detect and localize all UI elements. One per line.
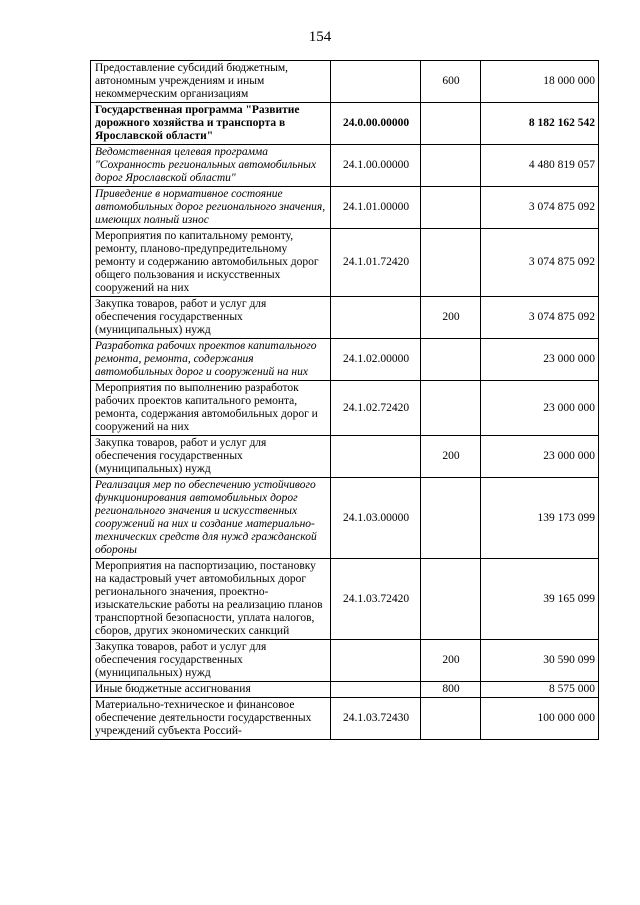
table-row: [91, 61, 599, 103]
row-expense-type-cell: [421, 103, 481, 145]
row-name-cell: Приведение в нормативное состояние автомобильных дорог регионального значения, имеющих полный износ: [91, 187, 331, 229]
table-row: [91, 698, 599, 740]
row-code-cell: [331, 297, 421, 339]
row-name-cell: Предоставление субсидий бюджетным, автономным учреждениям и иным некоммерческим организациям: [91, 61, 331, 103]
row-name-cell: Мероприятия по капитальному ремонту, ремонту, планово-предупредительному ремонту и содержанию автомобильных дорог общего пользования и искусственных сооружений на них: [91, 229, 331, 297]
row-amount-cell: 100 000 000: [481, 698, 599, 740]
row-expense-type-cell: 600: [421, 61, 481, 103]
row-amount-cell: 39 165 099: [481, 559, 599, 640]
row-amount-cell: 3 074 875 092: [481, 187, 599, 229]
row-expense-type-cell: 200: [421, 640, 481, 682]
row-code-cell: [331, 640, 421, 682]
row-name-cell: Ведомственная целевая программа "Сохранность региональных автомобильных дорог Ярославской области": [91, 145, 331, 187]
table-row: [91, 297, 599, 339]
row-code-cell: 24.1.02.00000: [331, 339, 421, 381]
table-row: [91, 640, 599, 682]
table-row: [91, 339, 599, 381]
row-amount-cell: 3 074 875 092: [481, 297, 599, 339]
table-row: [91, 381, 599, 436]
row-name-cell: Материально-техническое и финансовое обеспечение деятельности государственных учреждений субъекта Россий-: [91, 698, 331, 740]
table-row: [91, 682, 599, 698]
row-expense-type-cell: [421, 229, 481, 297]
row-name-cell: Закупка товаров, работ и услуг для обеспечения государственных (муниципальных) нужд: [91, 436, 331, 478]
table-row: [91, 559, 599, 640]
row-name-cell: Закупка товаров, работ и услуг для обеспечения государственных (муниципальных) нужд: [91, 297, 331, 339]
row-expense-type-cell: 200: [421, 436, 481, 478]
row-code-cell: 24.1.00.00000: [331, 145, 421, 187]
table-row: [91, 478, 599, 559]
row-amount-cell: 8 575 000: [481, 682, 599, 698]
budget-table: [90, 60, 599, 740]
row-amount-cell: 139 173 099: [481, 478, 599, 559]
row-expense-type-cell: [421, 559, 481, 640]
row-code-cell: 24.0.00.00000: [331, 103, 421, 145]
row-amount-cell: 30 590 099: [481, 640, 599, 682]
row-code-cell: [331, 436, 421, 478]
row-expense-type-cell: [421, 381, 481, 436]
row-expense-type-cell: [421, 145, 481, 187]
row-name-cell: Разработка рабочих проектов капитального ремонта, ремонта, содержания автомобильных дорог и сооружений на них: [91, 339, 331, 381]
table-row: [91, 103, 599, 145]
row-expense-type-cell: [421, 478, 481, 559]
row-name-cell: Мероприятия на паспортизацию, постановку на кадастровый учет автомобильных дорог регионального значения, проектно-изыскательские работы на реализацию планов транспортной безопасности, уплата налогов, сборов, других экономических санкций: [91, 559, 331, 640]
row-expense-type-cell: 200: [421, 297, 481, 339]
table-row: [91, 229, 599, 297]
row-code-cell: 24.1.02.72420: [331, 381, 421, 436]
row-code-cell: 24.1.03.00000: [331, 478, 421, 559]
row-code-cell: 24.1.03.72430: [331, 698, 421, 740]
row-amount-cell: 4 480 819 057: [481, 145, 599, 187]
row-amount-cell: 23 000 000: [481, 339, 599, 381]
row-name-cell: Реализация мер по обеспечению устойчивого функционирования автомобильных дорог регионального значения и искусственных сооружений на них и создание материально-технических средств для нужд гражданской обороны: [91, 478, 331, 559]
row-amount-cell: 23 000 000: [481, 436, 599, 478]
page-number: 154: [308, 29, 332, 45]
row-amount-cell: 18 000 000: [481, 61, 599, 103]
row-name-cell: Мероприятия по выполнению разработок рабочих проектов капитального ремонта, ремонта, содержания автомобильных дорог и сооружений на них: [91, 381, 331, 436]
row-code-cell: 24.1.01.00000: [331, 187, 421, 229]
table-row: [91, 187, 599, 229]
row-expense-type-cell: [421, 187, 481, 229]
row-amount-cell: 23 000 000: [481, 381, 599, 436]
row-amount-cell: 3 074 875 092: [481, 229, 599, 297]
row-code-cell: 24.1.01.72420: [331, 229, 421, 297]
row-code-cell: [331, 682, 421, 698]
row-name-cell: Государственная программа "Развитие дорожного хозяйства и транспорта в Ярославской области": [91, 103, 331, 145]
row-expense-type-cell: 800: [421, 682, 481, 698]
row-name-cell: Иные бюджетные ассигнования: [91, 682, 331, 698]
row-code-cell: 24.1.03.72420: [331, 559, 421, 640]
row-name-cell: Закупка товаров, работ и услуг для обеспечения государственных (муниципальных) нужд: [91, 640, 331, 682]
row-code-cell: [331, 61, 421, 103]
row-expense-type-cell: [421, 339, 481, 381]
row-amount-cell: 8 182 162 542: [481, 103, 599, 145]
table-row: [91, 145, 599, 187]
row-expense-type-cell: [421, 698, 481, 740]
table-row: [91, 436, 599, 478]
